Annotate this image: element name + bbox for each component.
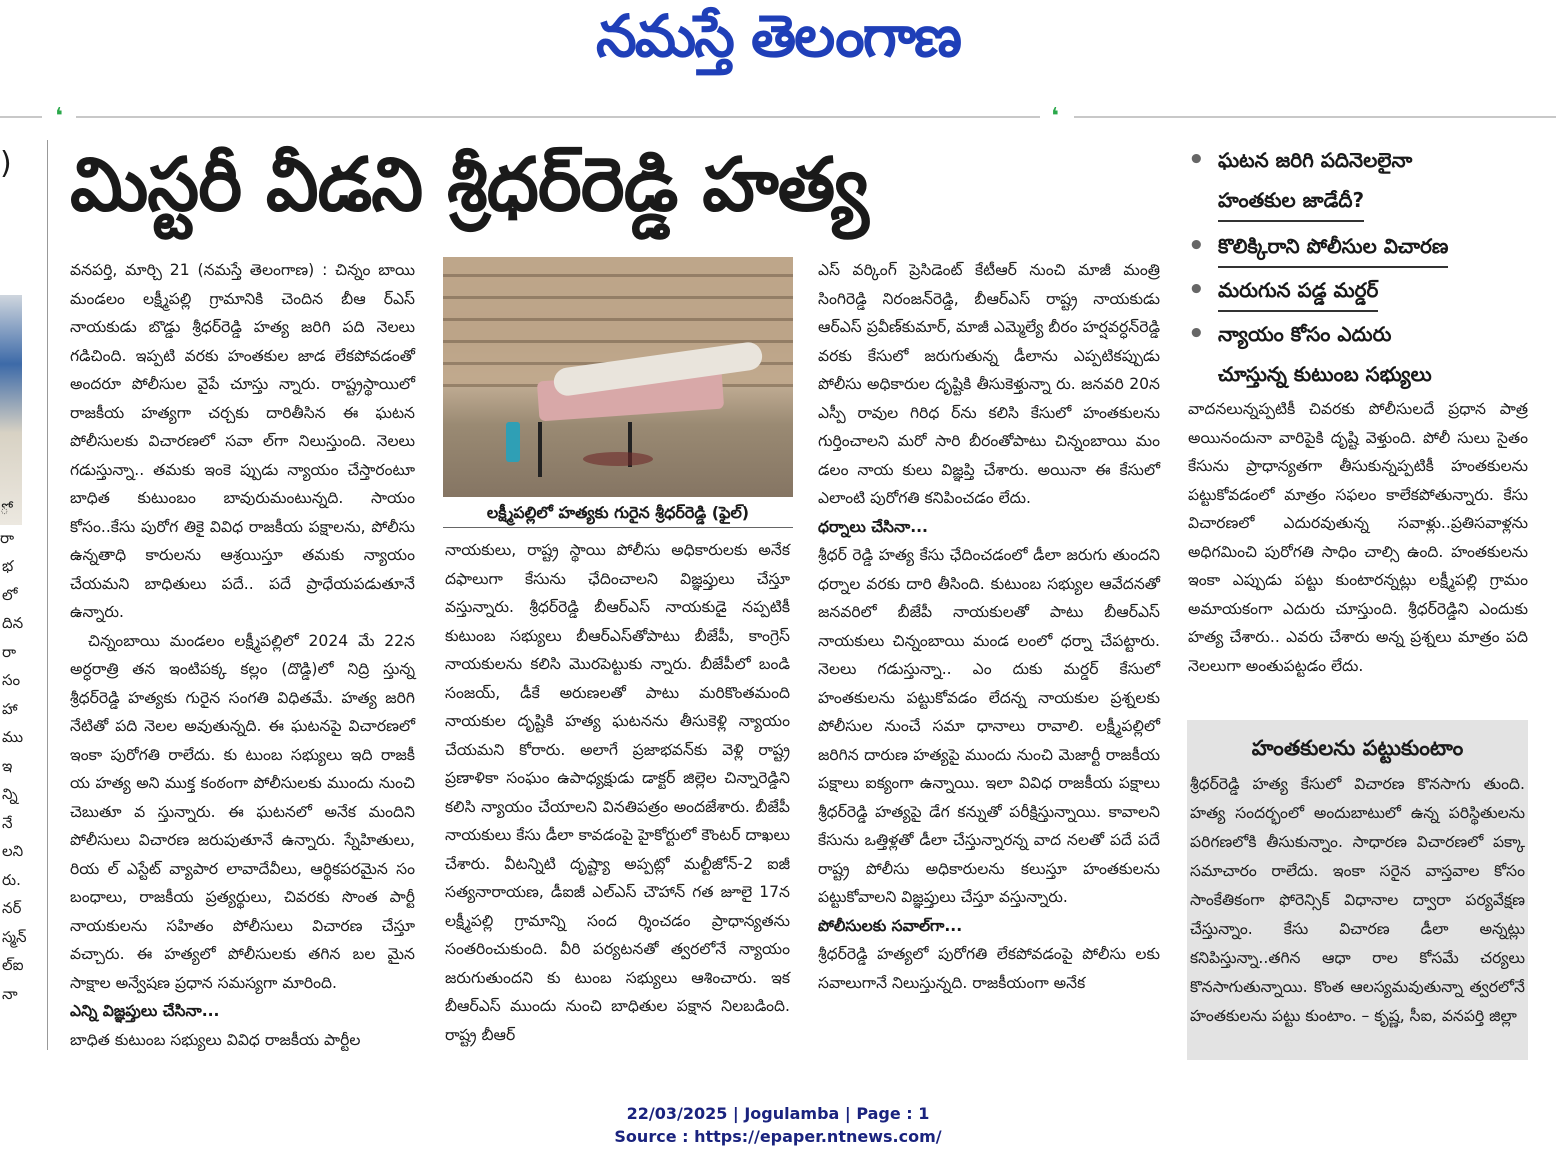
strip-text-fragment: హా	[2, 699, 18, 718]
article-paragraph: చిన్నంబాయి మండలం లక్ష్మీపల్లిలో 2024 మే 22న అర్ధరాత్రి తన ఇంటిపక్క కల్లం (దొడ్డి)లో నిద్రి స్తున్న శ్రీధర్‌రెడ్డి హత్యకు గురైన సంగతి విధితమే. హత్య జరిగి నేటితో పది నెలల అవుతున్నది. ఈ ఘటనపై విచారణలో ఇంకా పురోగతి రాలేదు. కు టుంబ సభ్యులు ఇది రాజకీ య హత్య అని ముక్త కంఠంగా పోలీసులకు ముందు నుంచి చెబుతూ వ స్తున్నారు. ఈ ఘటనలో అనేక మందిని పోలీసులు విచారణ జరుపుతూనే ఉన్నారు. స్నేహితులు, రియ ల్ ఎస్టేట్ వ్యాపార లావాదేవీలు, ఆర్థికపరమైన సం బంధాలు, రాజకీయ ప్రత్యర్థులు, చివరకు సొంత పార్టీ నాయకులను సహితం పోలీసులు విచారణ చేస్తూ వచ్చారు. ఈ హత్యలో పోలీసులకు తగిన బల మైన సాక్షాల అన్వేషణ ప్రధాన సమస్యగా మారింది.	[70, 631, 415, 992]
box-title: హంతకులను పట్టుకుంటాం	[1251, 736, 1464, 760]
strip-text-fragment: ము	[2, 728, 24, 746]
strip-text-fragment: నే	[2, 813, 13, 832]
highlight-text: • ఘటన జరిగి పదినెలలైనా	[1218, 148, 1413, 172]
article-paragraph: ఎస్ వర్కింగ్ ప్రెసిడెంట్ కేటీఆర్ నుంచి మాజీ మంత్రి సింగిరెడ్డి నిరంజన్‌రెడ్డి, బీఆర్‌ఎస్ రాష్ట్ర నాయకుడు ఆర్‌ఎస్ ప్రవీణ్‌కుమార్, మాజీ ఎమ్మెల్యే బీరం హర్షవర్ధన్‌రెడ్డి వరకు కేసులో జరుగుతున్న డీలాను ఎప్పటికప్పుడు పోలీసు అధికారుల దృష్టికి తీసుకెళ్తున్నా రు. జనవరి 20న ఎస్పీ రావుల గిరిధ ర్‌ను కలిసి కేసులో హంతకులను గుర్తించాలని మరో సారి బీరంతోపాటు చిన్నంబాయి మం డలం నాయ కులు విజ్ఞప్తి చేశారు. అయినా ఈ కేసులో ఎలాంటి పురోగతి కనిపించడం లేదు.	[818, 261, 1160, 507]
strip-text-fragment: దిన	[2, 614, 24, 632]
article-photo	[443, 257, 793, 497]
strip-text-fragment: నా	[2, 984, 18, 1003]
highlight-text: మరుగున పడ్డ మర్డర్	[1218, 270, 1378, 312]
page-footer	[0, 1102, 1556, 1148]
highlight-text: హంతకుల జాడేదీ?	[1218, 180, 1364, 222]
strip-text-fragment: లని	[2, 842, 24, 860]
neighbour-photo	[0, 295, 22, 525]
strip-text-fragment: రా	[2, 642, 17, 661]
strip-text-fragment: సం	[2, 671, 21, 689]
strip-glyph: )	[0, 146, 12, 181]
highlight-item	[1188, 270, 1528, 312]
article-paragraph: వనపర్తి, మార్చి 21 (నమస్తే తెలంగాణ) : చిన్నం బాయి మండలం లక్ష్మీపల్లి గ్రామానికి చెందిన బీఆ ర్‌ఎస్ నాయకుడు బొడ్డు శ్రీధర్‌రెడ్డి హత్య జరిగి పది నెలలు గడిచింది. ఇప్పటి వరకు హంతకుల జాడ లేకపోవడంతో అందరూ పోలీసుల వైపే చూస్తు న్నారు. రాష్ట్రస్థాయిలో రాజకీయ హత్యగా చర్చకు దారితీసిన ఈ ఘటన పోలీసులకు విచారణలో సవా ల్‌గా నిలుస్తుంది. నెలలు గడుస్తున్నా.. తమకు ఇంకె ప్పుడు న్యాయం చేస్తారంటూ బాధిత కుటుంబం బావురుమంటున్నది. సాయం కోసం..కేసు పురోగ తికై వివిధ రాజకీయ పక్షాలను, పోలీసు ఉన్నతాధి కారులను ఆశ్రయిస్తూ తమకు న్యాయం చేయమని బాధితులు పదే.. పదే ప్రాధేయపడుతూనే ఉన్నారు.	[70, 261, 415, 621]
highlight-text: చూస్తున్న కుటుంబ సభ్యులు	[1218, 362, 1432, 386]
article-column-2	[445, 536, 790, 1049]
subheading: ధర్నాలు చేసినా...	[818, 517, 928, 536]
masthead	[0, 0, 1556, 85]
box-body: శ్రీధర్‌రెడ్డి హత్య కేసులో విచారణ కొనసాగు తుంది. హత్య సందర్భంలో అందుబాటులో ఉన్న పరిస్థితులను పరిగణలోకి తీసుకున్నాం. సాధారణ విచారణలో పక్కా సమాచారం రాలేదు. ఇంకా సరైన వాస్తవాల కోసం సాంకేతికంగా ఫోరెన్సిక్ విధానాల ద్వారా పర్యవేక్షణ చేస్తున్నాం. కేసు విచారణ డీలా అన్నట్లు కనిపిస్తున్నా..తగిన ఆధా రాల కోసమే చర్యలు కొనసాగుతున్నాయి. కొంత ఆలస్యమవుతున్నా త్వరలోనే హంతకులను పట్టు కుంటాం. – కృష్ణ, సీఐ, వనపర్తి జిల్లా	[1190, 775, 1525, 1025]
article-paragraph: వాదనలున్నప్పటికీ చివరకు పోలీసులదే ప్రధాన పాత్ర అయినందునా వారిపైకి దృష్టి వెళ్తుంది. పోలీ సులు సైతం కేసును ప్రాధాన్యతగా తీసుకున్నప్పటికీ హంతకులను పట్టుకోవడంలో మాత్రం సఫలం కాలేకపోతున్నారు. కేసు విచారణలో ఎదురవుతున్న సవాళ్లు..ప్రతిసవాళ్లను అధిగమించి పురోగతి సాధిం చాల్సి ఉంది. హంతకులను ఇంకా ఎప్పుడు పట్టు కుంటారన్నట్లు లక్ష్మీపల్లి గ్రామం అమాయకంగా ఎదురు చూస్తుంది. శ్రీధర్‌రెడ్డిని ఎందుకు హత్య చేశారు.. ఎవరు చేశారు అన్న ప్రశ్నలు మాత్రం పది నెలలుగా అంతుపట్టడం లేదు.	[1188, 400, 1528, 675]
highlights-list	[1188, 140, 1528, 394]
strip-text-fragment: నర్	[2, 899, 22, 917]
highlight-item	[1188, 140, 1528, 222]
photo-bottle	[506, 422, 520, 462]
strip-text-fragment: లో	[2, 585, 18, 604]
article-paragraph: శ్రీధర్‌రెడ్డి హత్యలో పురోగతి లేకపోవడంపై పోలీసు లకు సవాలుగానే నిలుస్తున్నది. రాజకీయంగా అనేక	[818, 945, 1160, 992]
article-column-1	[70, 256, 415, 1054]
subheading: పోలీసులకు సవాల్‌గా...	[818, 916, 963, 935]
strip-text-fragment: న్ని	[2, 785, 18, 803]
top-rule-middle	[76, 116, 1040, 118]
masthead-title: నమస్తే తెలంగాణ	[596, 2, 960, 70]
strip-text-fragment: రా	[0, 528, 15, 547]
quote-icon: ❛	[55, 104, 63, 129]
highlight-item	[1188, 314, 1528, 394]
article-paragraph: బాధిత కుటుంబ సభ్యులు వివిధ రాజకీయ పార్టీల	[70, 1030, 361, 1049]
quote-icon: ❛	[1051, 104, 1059, 129]
highlight-text: కొలిక్కిరాని పోలీసుల విచారణ	[1218, 226, 1448, 268]
strip-text-fragment: భ	[2, 557, 14, 575]
caption-rule	[443, 527, 793, 528]
headline: మిస్టరీ వీడని శ్రీధర్‌రెడ్డి హత్య	[70, 142, 868, 228]
subheading: ఎన్ని విజ్ఞప్తులు చేసినా...	[70, 1002, 220, 1020]
highlight-item	[1188, 226, 1528, 268]
strip-text-fragment: ో	[0, 500, 9, 518]
top-rule-left	[0, 116, 42, 118]
neighbour-article-strip	[0, 130, 40, 1060]
strip-text-fragment: ఇ	[2, 756, 13, 775]
strip-text-fragment: ల్‌ఐ	[2, 956, 24, 974]
photo-caption: లక్ష్మీపల్లిలో హత్యకు గురైన శ్రీధర్‌రెడ్డి (ఫైల్‌)	[486, 503, 750, 522]
article-paragraph: నాయకులు, రాష్ట్ర స్థాయి పోలీసు అధికారులకు అనేక దఫాలుగా కేసును ఛేదించాలని విజ్ఞప్తులు చేస్తూ వస్తున్నారు. శ్రీధర్‌రెడ్డి బీఆర్‌ఎస్ నాయకుడై నప్పటికీ కుటుంబ సభ్యులు బీఆర్‌ఎస్‌తోపాటు బీజేపీ, కాంగ్రెస్ నాయకులను కలిసి మొరపెట్టుకు న్నారు. బీజేపీలో బండి సంజయ్, డీకే అరుణలతో పాటు మరికొంతమంది నాయకుల దృష్టికి హత్య ఘటనను తీసుకెళ్లి న్యాయం చేయమని కోరారు. అలాగే ప్రజాభవన్‌కు వెళ్లి రాష్ట్ర ప్రణాళికా సంఘం ఉపాధ్యక్షుడు డాక్టర్ జిల్లెల చిన్నారెడ్డిని కలిసి న్యాయం చేయాలని వినతిపత్రం అందజేశారు. బీజేపీ నాయకులు కేసు డీలా కావడంపై హైకోర్టులో కౌంటర్ దాఖలు చేశారు. వీటన్నిటి దృష్ట్యా అప్పట్లో మల్టీజోన్-2 ఐజీ సత్యనారాయణ, డీఐజీ ఎల్‌ఎస్ చౌహాన్ గత జూలై 17న లక్ష్మీపల్లి గ్రామాన్ని సంద ర్శించడం ప్రాధాన్యతను సంతరించుకుంది. వీరి పర్యటనతో త్వరలోనే న్యాయం జరుగుతుందని కు టుంబ సభ్యులు ఆశించారు. ఇక బీఆర్‌ఎస్ ముందు నుంచి బాధితుల పక్షాన నిలబడింది. రాష్ట్ర బీఆర్	[445, 541, 790, 1044]
top-rule-right	[1074, 116, 1556, 118]
highlight-text: • న్యాయం కోసం ఎదురు	[1218, 322, 1392, 346]
edition-info: 22/03/2025 | Jogulamba | Page : 1	[626, 1104, 930, 1123]
strip-text-fragment: రు.	[2, 870, 21, 889]
strip-text-fragment: స్మన్	[2, 927, 27, 946]
article-column-3	[818, 256, 1160, 997]
article-paragraph: శ్రీధర్ రెడ్డి హత్య కేసు ఛేదించడంలో డీలా జరుగు తుందని ధర్నాల వరకు దారి తీసింది. కుటుంబ సభ్యుల ఆవేదనతో జనవరిలో బీజేపీ నాయకులతో పాటు బీఆర్‌ఎస్ నాయకులు చిన్నంబాయి మండ లంలో ధర్నా చేపట్టారు. నెలలు గడుస్తున్నా.. ఎం దుకు మర్డర్ కేసులో హంతకులను పట్టుకోవడం లేదన్న నాయకుల ప్రశ్నలకు పోలీసుల నుంచే సమా ధానాలు రావాలి. లక్ష్మీపల్లిలో జరిగిన దారుణ హత్యపై ముందు నుంచి మెజార్టీ రాజకీయ పక్షాలు ఐక్యంగా ఉన్నాయి. ఇలా వివిధ రాజకీయ పక్షాలు శ్రీధర్‌రెడ్డి హత్యపై డేగ కన్నుతో పరీక్షిస్తున్నాయి. కావాలని కేసును ఒత్తిళ్లతో డీలా చేస్తున్నారన్న వాద నలతో పదే పదే రాష్ట్ర పోలీసు అధికారులను కలుస్తూ హంతకులను పట్టుకోవాలని విజ్ఞప్తులు చేస్తూ వస్తున్నారు.	[818, 546, 1160, 906]
article-column-4	[1188, 395, 1528, 680]
source-link[interactable]: Source : https://epaper.ntnews.com/	[614, 1127, 942, 1146]
photo-cot-leg	[538, 422, 542, 477]
photo-stain	[583, 452, 653, 466]
column-divider	[47, 140, 48, 1050]
